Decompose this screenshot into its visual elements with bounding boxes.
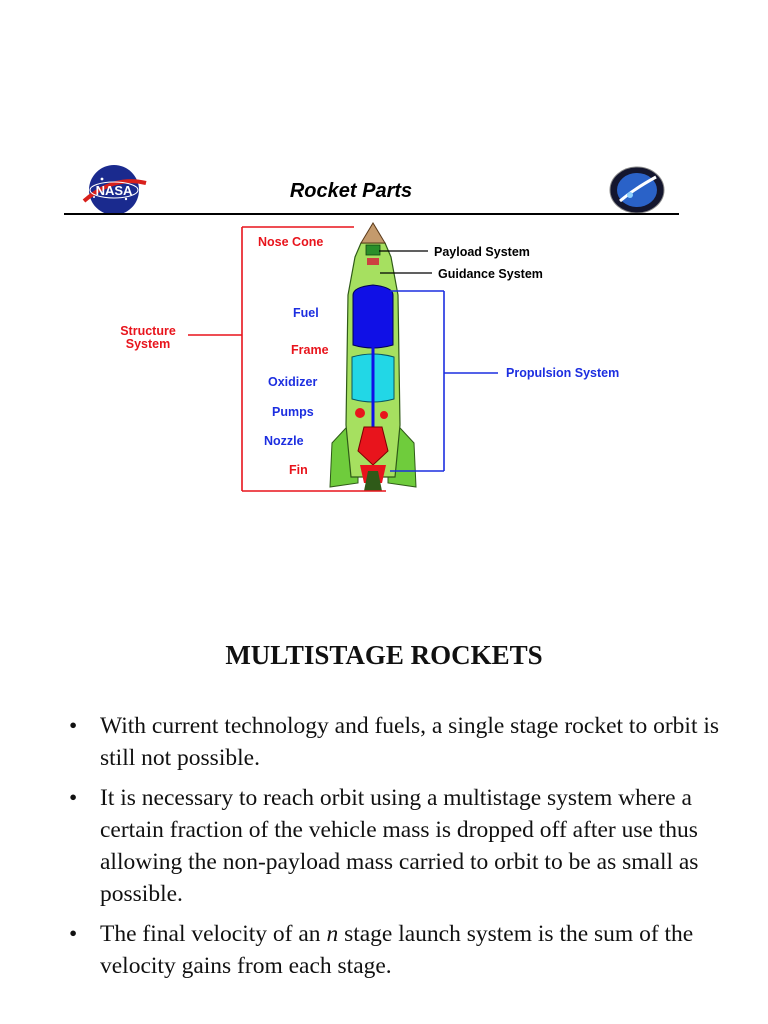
bullet-text: With current technology and fuels, a single stage rocket to orbit is still not possible. [100, 713, 720, 771]
bullet-item [66, 782, 756, 910]
label-payload-system: Payload System [434, 245, 530, 259]
rocket-parts-diagram [64, 165, 679, 513]
bullet-text: It is necessary to reach orbit using a multistage system where a certain fraction of the vehicle mass is dropped off after use thus allowing the non-payload mass carried to orbit to be as small as possible. [100, 785, 699, 907]
bullet-text-pre: The final velocity of an [100, 921, 327, 947]
nasa-logo-text: NASA [95, 183, 133, 198]
label-nose-cone: Nose Cone [258, 235, 324, 249]
diagram-title: Rocket Parts [289, 180, 413, 202]
bullet-item [66, 710, 756, 774]
label-propulsion-system: Propulsion System [506, 366, 620, 380]
bullet-item [66, 918, 756, 982]
stage-count-variable: n [326, 921, 339, 947]
label-frame: Frame [291, 343, 329, 357]
section-title: MULTISTAGE ROCKETS [225, 640, 543, 670]
structure-system-label-line1: Structure [120, 324, 176, 338]
label-fin: Fin [289, 463, 308, 477]
label-guidance-system: Guidance System [438, 267, 543, 281]
mission-badge-icon [610, 167, 664, 213]
label-nozzle: Nozzle [264, 434, 304, 448]
bullet-text-post: stage launch system is the sum of the velocity gains from each stage. [100, 921, 694, 979]
label-oxidizer: Oxidizer [268, 375, 318, 389]
bullet-list [66, 710, 756, 990]
label-pumps: Pumps [272, 405, 314, 419]
label-fuel: Fuel [293, 306, 319, 320]
structure-system-label-line2: System [125, 337, 171, 351]
